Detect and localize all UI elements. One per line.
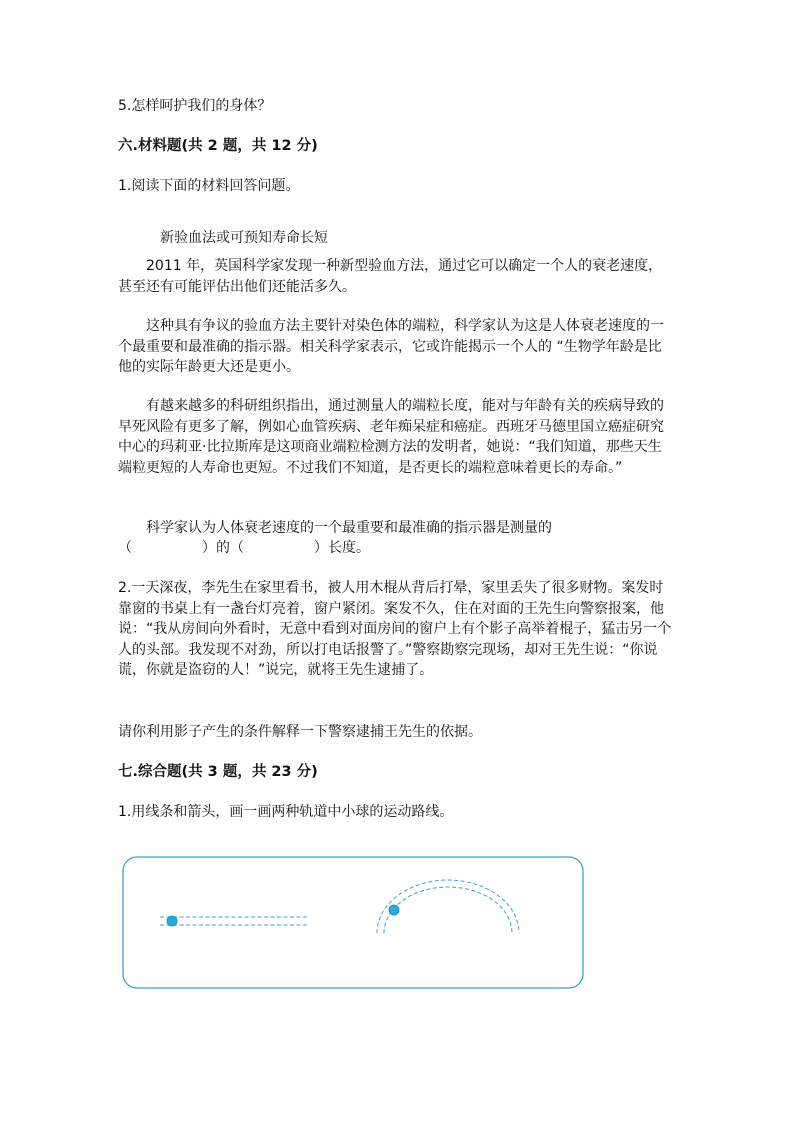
section-6-title: 六.材料题(共 2 题，共 12 分) <box>118 138 318 154</box>
article-paragraph-2: 这种具有争议的验血方法主要针对染色体的端粒，科学家认为这是人体衰老速度的一个最重要和最准确的指示器。相关科学家表示，它或许能揭示一个人的 “生物学年龄是比他的实际年龄更大还是更小。 <box>118 318 664 375</box>
fill-in-question-line-1: 科学家认为人体衰老速度的一个最重要和最准确的指示器是测量的 <box>146 520 552 536</box>
curved-track-ball <box>389 905 399 915</box>
material-question-2-ask: 请你利用影子产生的条件解释一下警察逮捕王先生的依据。 <box>118 724 482 740</box>
section-7-title: 七.综合题(共 3 题，共 23 分) <box>118 764 318 780</box>
track-diagram-svg <box>122 856 584 989</box>
curved-track-outer <box>377 880 519 933</box>
straight-track-ball <box>167 916 177 926</box>
curved-track-inner <box>384 887 512 933</box>
comprehensive-question-1: 1.用线条和箭头，画一画两种轨道中小球的运动路线。 <box>118 804 454 820</box>
article-paragraph-3: 有越来越多的科研组织指出，通过测量人的端粒长度，能对与年龄有关的疾病导致的早死风险有更多了解，例如心血管疾病、老年痴呆症和癌症。西班牙马德里国立癌症研究中心的玛莉亚·比拉斯库是这项商业端粒检测方法的发明者，她说：“我们知道，那些天生端粒更短的人寿命也更短。不过我们不知道，是否更长的端粒意味着更长的寿命。” <box>118 398 664 476</box>
question-5: 5.怎样呵护我们的身体？ <box>118 98 272 114</box>
article-paragraph-1: 2011 年，英国科学家发现一种新型验血方法，通过它可以确定一个人的衰老速度，甚至还有可能评估出他们还能活多久。 <box>118 258 663 295</box>
diagram-frame <box>123 857 583 988</box>
article-title: 新验血法或可预知寿命长短 <box>160 230 328 246</box>
material-question-2: 2.一天深夜，李先生在家里看书，被人用木棍从背后打晕，家里丢失了很多财物。案发时靠窗的书桌上有一盏台灯亮着，窗户紧闭。案发不久，住在对面的王先生向警察报案，他说：“我从房间向外看时，无意中看到对面房间的窗户上有个影子高举着棍子，猛击另一个人的头部。我发现不对劲，所以打电话报警了。”警察勘察完现场，却对王先生说：“你说谎，你就是盗窃的人！”说完，就将王先生逮捕了。 <box>118 580 672 678</box>
material-question-1-prompt: 1.阅读下面的材料回答问题。 <box>118 178 300 194</box>
track-diagram <box>122 856 584 989</box>
fill-in-question-line-2: （ ）的（ ）长度。 <box>118 540 370 556</box>
